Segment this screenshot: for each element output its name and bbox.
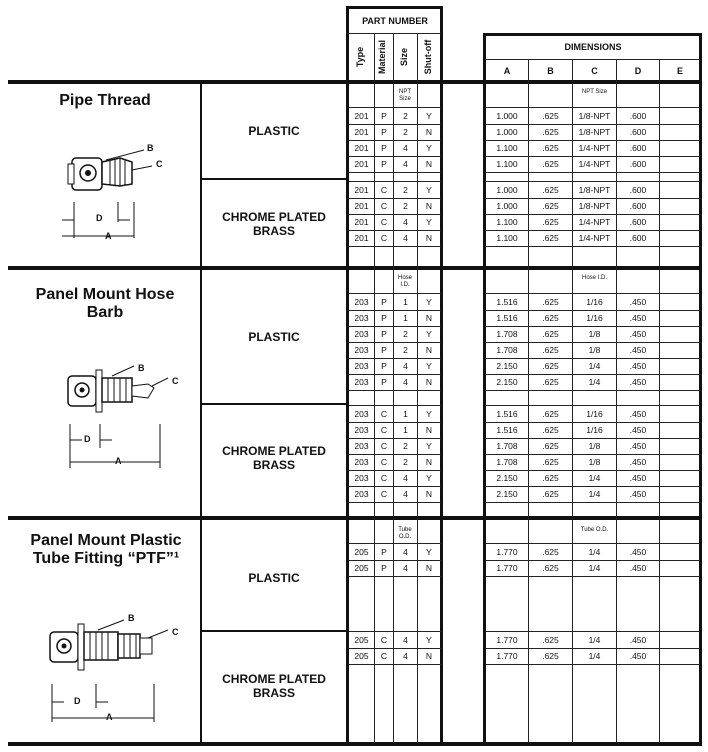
table-cell: 203 [354, 409, 369, 419]
table-cell: N [425, 313, 433, 323]
row-line [349, 502, 441, 503]
table-cell: .450 [629, 345, 647, 355]
table-cell: P [381, 297, 387, 307]
table-cell: 1/4-NPT [578, 159, 611, 169]
material-label: CHROME PLATED BRASS [222, 672, 326, 700]
row-line [349, 664, 441, 665]
table-cell: 1/8-NPT [578, 127, 611, 137]
dimensions-header: DIMENSIONS [564, 42, 622, 52]
table-cell: P [381, 143, 387, 153]
diagram-label-b: B [138, 363, 145, 373]
row-line [486, 502, 700, 503]
table-cell: C [380, 425, 388, 435]
table-cell: 4 [403, 377, 408, 387]
table-cell: 1.708 [496, 457, 518, 467]
size-subheader: Tube O.D. [398, 527, 412, 540]
table-cell: 1.000 [496, 127, 518, 137]
table-cell: .625 [542, 489, 559, 499]
table-cell: 1.000 [496, 185, 518, 195]
table-cell: .625 [542, 185, 559, 195]
table-cell: .625 [542, 409, 559, 419]
table-cell: 1/4-NPT [578, 217, 611, 227]
table-cell: 203 [354, 345, 369, 355]
table-cell: 203 [354, 313, 369, 323]
col-header-b: B [547, 66, 554, 76]
table-cell: 1.770 [496, 635, 518, 645]
table-cell: 2 [403, 457, 408, 467]
table-cell: .625 [542, 313, 559, 323]
table-cell: 1/16 [586, 313, 603, 323]
table-cell: 1/4 [588, 635, 601, 645]
table-cell: 4 [403, 563, 408, 573]
table-cell: Y [426, 635, 432, 645]
diagram-label-b: B [128, 613, 135, 623]
table-cell: P [381, 159, 387, 169]
table-cell: C [380, 473, 388, 483]
table-cell: 4 [403, 473, 408, 483]
table-cell: 1.770 [496, 651, 518, 661]
row-line [486, 576, 700, 577]
table-cell: 201 [354, 143, 369, 153]
table-cell: 4 [403, 361, 408, 371]
diagram-label-a: A [106, 712, 113, 722]
table-cell: .625 [542, 201, 559, 211]
col-header-shutoff: Shut-off [423, 39, 433, 75]
table-cell: 4 [403, 547, 408, 557]
material-label: PLASTIC [248, 571, 300, 585]
row-line [349, 576, 441, 577]
table-cell: 1/4-NPT [578, 143, 611, 153]
table-cell: .450 [629, 489, 647, 499]
col-header-type: Type [355, 46, 365, 68]
table-cell: .600 [629, 127, 647, 137]
table-cell: Y [426, 409, 432, 419]
table-cell: .600 [629, 159, 647, 169]
diagram-label-b: B [147, 143, 154, 153]
group-divider [200, 630, 347, 632]
table-cell: 2.150 [496, 473, 518, 483]
table-cell: Y [426, 329, 432, 339]
row-line [486, 246, 700, 247]
table-cell: 1/4 [588, 489, 601, 499]
table-cell: .450 [629, 361, 647, 371]
col-header-c: C [591, 66, 598, 76]
row-line [349, 390, 441, 391]
dim-box-top [483, 33, 702, 36]
table-cell: 203 [354, 329, 369, 339]
table-cell: .600 [629, 201, 647, 211]
table-cell: 201 [354, 159, 369, 169]
table-cell: 1/4 [588, 651, 601, 661]
table-cell: 1.770 [496, 563, 518, 573]
table-cell: N [425, 563, 433, 573]
table-cell: 1.708 [496, 441, 518, 451]
diagram-label-d: D [74, 696, 81, 706]
table-cell: N [425, 345, 433, 355]
table-cell: 2.150 [496, 489, 518, 499]
table-cell: 1.000 [496, 201, 518, 211]
table-cell: .450 [629, 547, 647, 557]
table-cell: .625 [542, 217, 559, 227]
table-cell: 1 [403, 409, 408, 419]
table-cell: C [380, 409, 388, 419]
table-cell: N [425, 127, 433, 137]
table-cell: 1.708 [496, 329, 518, 339]
c-subheader: Hose I.D. [581, 275, 607, 281]
table-cell: P [381, 547, 387, 557]
table-cell: 1.516 [496, 425, 518, 435]
table-cell: .625 [542, 563, 559, 573]
table-cell: 1/8 [588, 457, 601, 467]
part-box-right [440, 6, 443, 746]
table-cell: 203 [354, 361, 369, 371]
table-cell: .625 [542, 159, 559, 169]
table-cell: 1/4-NPT [578, 233, 611, 243]
table-cell: .625 [542, 377, 559, 387]
part-number-header: PART NUMBER [362, 16, 428, 26]
table-cell: 1/8 [588, 441, 601, 451]
table-cell: C [380, 489, 388, 499]
table-cell: 201 [354, 233, 369, 243]
table-cell: .625 [542, 329, 559, 339]
material-label: PLASTIC [248, 124, 300, 138]
table-cell: C [380, 441, 388, 451]
table-cell: .625 [542, 111, 559, 121]
table-cell: P [381, 361, 387, 371]
table-cell: 1/4 [588, 377, 601, 387]
table-cell: .625 [542, 441, 559, 451]
table-cell: 1 [403, 313, 408, 323]
table-cell: N [425, 651, 433, 661]
table-cell: .600 [629, 185, 647, 195]
table-cell: .625 [542, 361, 559, 371]
table-cell: 1/16 [586, 409, 603, 419]
table-cell: 4 [403, 233, 408, 243]
section-title: Panel Mount Hose Barb [35, 286, 175, 321]
bottom-border [8, 742, 700, 746]
table-cell: 205 [354, 547, 369, 557]
table-cell: .625 [542, 345, 559, 355]
table-cell: 201 [354, 201, 369, 211]
table-cell: .625 [542, 635, 559, 645]
table-cell: P [381, 563, 387, 573]
table-cell: 2 [403, 329, 408, 339]
part-box-top [346, 6, 442, 9]
table-cell: 2 [403, 345, 408, 355]
col-header-a: A [503, 66, 511, 76]
material-label: CHROME PLATED BRASS [222, 444, 326, 472]
table-cell: .450 [629, 425, 647, 435]
diagram-label-d: D [96, 213, 103, 223]
table-cell: 1.100 [496, 233, 518, 243]
table-cell: .600 [629, 233, 647, 243]
diagram-label-d: D [84, 434, 91, 444]
table-cell: 1.000 [496, 111, 518, 121]
table-cell: C [380, 651, 388, 661]
table-cell: 2 [403, 127, 408, 137]
dim-box-sub [485, 59, 700, 60]
header-divider [8, 80, 700, 84]
c-subheader: Tube O.D. [580, 527, 609, 533]
ptf-diagram [44, 614, 184, 726]
material-col-left [200, 84, 202, 742]
material-label: CHROME PLATED BRASS [222, 210, 326, 238]
table-cell: 4 [403, 651, 408, 661]
table-cell: 2 [403, 111, 408, 121]
diagram-label-c: C [156, 159, 163, 169]
col-header-material: Material [377, 40, 387, 75]
table-cell: N [425, 457, 433, 467]
table-cell: .450 [629, 457, 647, 467]
table-cell: 201 [354, 217, 369, 227]
table-cell: Y [426, 297, 432, 307]
table-cell: 1/16 [586, 425, 603, 435]
diagram-label-c: C [172, 376, 179, 386]
table-cell: 1/4 [588, 547, 601, 557]
table-cell: 1 [403, 425, 408, 435]
row-line [486, 172, 700, 173]
col-header-e: E [676, 66, 683, 76]
table-cell: 1/16 [586, 297, 603, 307]
table-cell: P [381, 313, 387, 323]
section-title: Pipe Thread [59, 92, 151, 109]
table-cell: 1/4 [588, 361, 601, 371]
table-cell: 2.150 [496, 361, 518, 371]
table-cell: .450 [629, 651, 647, 661]
table-cell: 205 [354, 635, 369, 645]
row-line [486, 390, 700, 391]
table-cell: P [381, 329, 387, 339]
table-cell: .625 [542, 473, 559, 483]
table-cell: P [381, 111, 387, 121]
table-cell: .625 [542, 651, 559, 661]
table-cell: 201 [354, 185, 369, 195]
table-cell: 1/4 [588, 563, 601, 573]
table-cell: .625 [542, 297, 559, 307]
table-cell: 2 [403, 201, 408, 211]
table-cell: C [380, 217, 388, 227]
table-cell: 201 [354, 111, 369, 121]
table-cell: .625 [542, 425, 559, 435]
table-cell: P [381, 127, 387, 137]
section-divider [8, 516, 700, 520]
table-cell: 1.770 [496, 547, 518, 557]
table-cell: 1.516 [496, 297, 518, 307]
row-line [486, 664, 700, 665]
table-cell: 2 [403, 441, 408, 451]
table-cell: C [380, 635, 388, 645]
table-cell: 1/8 [588, 329, 601, 339]
table-cell: .625 [542, 233, 559, 243]
material-label: PLASTIC [248, 330, 300, 344]
diagram-label-a: A [115, 456, 122, 466]
table-cell: Y [426, 441, 432, 451]
section-divider [8, 266, 700, 270]
table-cell: Y [426, 143, 432, 153]
table-cell: Y [426, 185, 432, 195]
table-cell: .600 [629, 111, 647, 121]
table-cell: 1 [403, 297, 408, 307]
table-cell: 1/4 [588, 473, 601, 483]
c-subheader: NPT Size [581, 89, 608, 95]
table-cell: 1/8-NPT [578, 185, 611, 195]
col-header-d: D [634, 66, 642, 76]
table-cell: 203 [354, 297, 369, 307]
table-cell: 205 [354, 651, 369, 661]
table-cell: N [425, 377, 433, 387]
table-cell: .450 [629, 329, 647, 339]
table-cell: .450 [629, 473, 647, 483]
table-cell: 1.100 [496, 143, 518, 153]
table-cell: N [425, 425, 433, 435]
table-cell: .625 [542, 457, 559, 467]
table-cell: .450 [629, 441, 647, 451]
table-cell: Y [426, 217, 432, 227]
table-cell: C [380, 201, 388, 211]
table-cell: .600 [629, 217, 647, 227]
table-cell: C [380, 185, 388, 195]
table-cell: 203 [354, 489, 369, 499]
size-subheader: NPT Size [399, 89, 411, 102]
table-cell: N [425, 201, 433, 211]
table-cell: N [425, 159, 433, 169]
table-cell: 2 [403, 185, 408, 195]
pipe-thread-diagram [60, 140, 170, 250]
group-divider [200, 178, 347, 180]
row-line [349, 172, 441, 173]
section-title: Panel Mount Plastic Tube Fitting “PTF”¹ [30, 532, 182, 567]
table-cell: P [381, 345, 387, 355]
table-cell: 205 [354, 563, 369, 573]
table-cell: 1.100 [496, 217, 518, 227]
table-cell: .625 [542, 143, 559, 153]
table-cell: .450 [629, 297, 647, 307]
table-cell: 1.516 [496, 409, 518, 419]
table-cell: 1/8-NPT [578, 111, 611, 121]
table-cell: .450 [629, 635, 647, 645]
size-subheader: Hose I.D. [397, 275, 412, 288]
table-cell: 1/8-NPT [578, 201, 611, 211]
table-cell: 4 [403, 159, 408, 169]
table-cell: .450 [629, 377, 647, 387]
table-cell: 2.150 [496, 377, 518, 387]
table-cell: 4 [403, 635, 408, 645]
table-cell: .600 [629, 143, 647, 153]
table-cell: N [425, 233, 433, 243]
table-cell: 4 [403, 489, 408, 499]
table-cell: Y [426, 361, 432, 371]
col-divider [659, 59, 660, 742]
table-cell: 1.708 [496, 345, 518, 355]
table-cell: 203 [354, 457, 369, 467]
table-cell: 203 [354, 425, 369, 435]
table-cell: .450 [629, 563, 647, 573]
col-header-size: Size [399, 48, 409, 67]
table-cell: P [381, 377, 387, 387]
table-cell: Y [426, 547, 432, 557]
table-cell: .450 [629, 313, 647, 323]
table-cell: Y [426, 111, 432, 121]
table-cell: C [380, 457, 388, 467]
table-cell: 1/8 [588, 345, 601, 355]
table-cell: 1.100 [496, 159, 518, 169]
diagram-label-a: A [105, 231, 112, 241]
table-cell: C [380, 233, 388, 243]
table-cell: .625 [542, 547, 559, 557]
hose-barb-diagram [62, 358, 182, 470]
table-cell: 201 [354, 127, 369, 137]
table-cell: 1.516 [496, 313, 518, 323]
diagram-label-c: C [172, 627, 179, 637]
table-cell: 4 [403, 217, 408, 227]
table-cell: 4 [403, 143, 408, 153]
table-cell: Y [426, 473, 432, 483]
table-cell: .625 [542, 127, 559, 137]
table-cell: 203 [354, 441, 369, 451]
table-cell: 203 [354, 473, 369, 483]
table-cell: 203 [354, 377, 369, 387]
table-cell: N [425, 489, 433, 499]
table-cell: .450 [629, 409, 647, 419]
group-divider [200, 403, 347, 405]
row-line [349, 246, 441, 247]
